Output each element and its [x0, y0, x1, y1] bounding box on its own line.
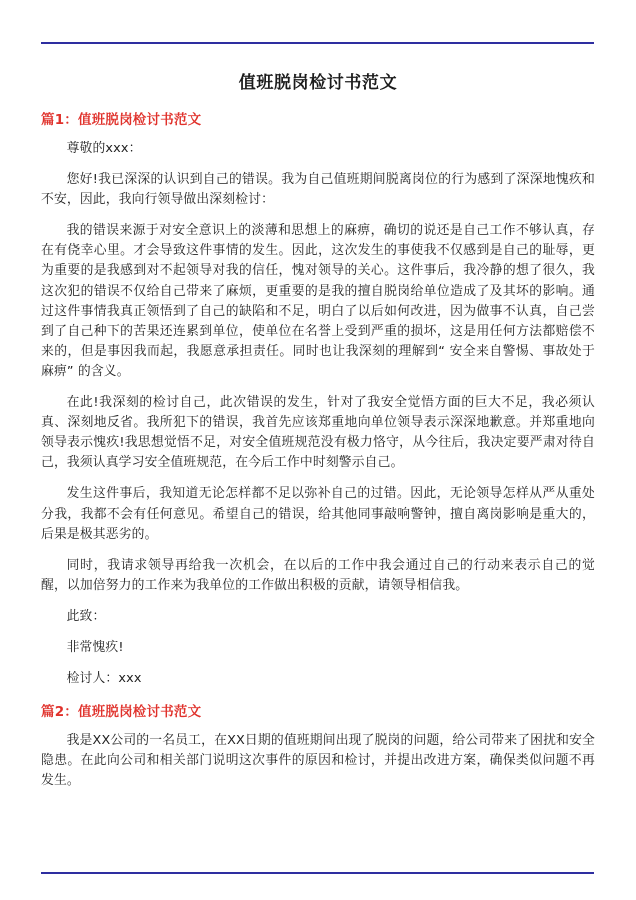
footer-rule: [41, 872, 594, 874]
body-paragraph: 在此!我深刻的检讨自己，此次错误的发生，针对了我安全觉悟方面的巨大不足，我必须认真、深刻地反省。我所犯下的错误，我首先应该郑重地向单位领导表示深深地歉意。并郑重地向领导表示愧疚!我思想觉悟不足，对安全值班规范没有极力恪守，从今往后，我决定要严肃对待自己，我须认真学习安全值班规范，在今后工作中时刻警示自己。: [41, 395, 595, 471]
body-paragraph: 发生这件事后，我知道无论怎样都不足以弥补自己的过错。因此，无论领导怎样从严从重处分我，我都不会有任何意见。希望自己的错误，给其他同事敲响警钟，擅自离岗影响是重大的，后果是极其恶劣的。: [41, 486, 595, 542]
section-heading-1: 篇1：值班脱岗检讨书范文: [41, 112, 202, 128]
section-heading-2: 篇2：值班脱岗检讨书范文: [41, 704, 202, 721]
document-content: [41, 62, 595, 802]
page-title: 值班脱岗检讨书范文: [238, 73, 398, 93]
header-rule: [41, 42, 594, 44]
salutation: 尊敬的xxx：: [66, 141, 142, 156]
body-paragraph: 您好!我已深深的认识到自己的错误。我为自己值班期间脱离岗位的行为感到了深深地愧疚和不安，因此，我向行领导做出深刻检讨：: [41, 172, 595, 208]
body-paragraph: 同时，我请求领导再给我一次机会，在以后的工作中我会通过自己的行动来表示自己的觉醒，以加倍努力的工作来为我单位的工作做出积极的贡献，请领导相信我。: [41, 557, 595, 593]
body-paragraph: 我是XX公司的一名员工，在XX日期的值班期间出现了脱岗的问题，给公司带来了困扰和安全隐患。在此向公司和相关部门说明这次事件的原因和检讨，并提出改进方案，确保类似问题不再发生。: [41, 733, 595, 789]
body-paragraph: 我的错误来源于对安全意识上的淡薄和思想上的麻痹，确切的说还是自己工作不够认真，存在有侥幸心里。才会导致这件事情的发生。因此，这次发生的事使我不仅感到是自己的耻辱，更为重要的是我感到对不起领导对我的信任，愧对领导的关心。这件事后，我冷静的想了很久，我这次犯的错误不仅给自己带来了麻烦，更重要的是我的擅自脱岗给单位造成了及其坏的影响。通过这件事情我真正领悟到了自己的缺陷和不足，明白了以后如何改进，因为做事不认真，自己尝到了自己种下的苦果还连累到单位，使单位在名誉上受到严重的损坏，这是用任何方法都赔偿不来的，但是事因我而起，我愿意承担责任。同时也让我深刻的理解到“ 安全来自警惕、事故处于麻痹” 的含义。: [41, 223, 595, 379]
signature-line: 检讨人：xxx: [66, 671, 142, 687]
closing-remark: 非常愧疚!: [66, 639, 124, 655]
closing-salutation: 此致：: [66, 608, 106, 624]
